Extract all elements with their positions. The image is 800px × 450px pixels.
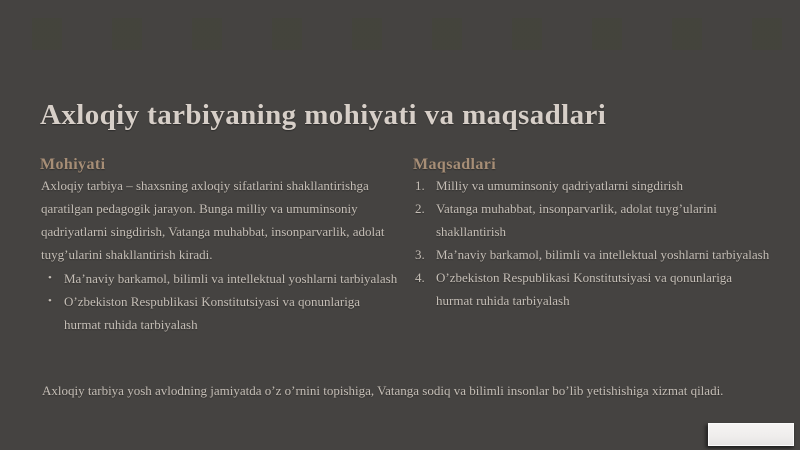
right-column — [413, 174, 771, 312]
right-numbered-list — [413, 174, 771, 312]
bullet-item — [41, 267, 399, 290]
item-number: 4. — [415, 270, 425, 285]
item-number: 2. — [415, 201, 425, 216]
corner-box — [708, 423, 794, 446]
numbered-item — [413, 197, 771, 243]
background-pattern — [32, 18, 800, 50]
left-bullet-list — [41, 267, 399, 336]
numbered-item-text: Vatanga muhabbat, insonparvarlik, adolat tuyg’ularini shakllantirish — [436, 201, 717, 239]
slide-title: Axloqiy tarbiyaning mohiyati va maqsadlari — [40, 99, 607, 132]
left-column-heading: Mohiyati — [40, 156, 106, 174]
bullet-item — [41, 290, 399, 336]
bullet-item-text: O’zbekiston Respublikasi Konstitutsiyasi va qonunlariga hurmat ruhida tarbiyalash — [64, 294, 361, 332]
bullet-item-text: Ma’naviy barkamol, bilimli va intellektual yoshlarni tarbiyalash — [64, 271, 398, 286]
numbered-item-text: Milliy va umuminsoniy qadriyatlarni singdirish — [436, 178, 683, 193]
footer-text: Axloqiy tarbiya yosh avlodning jamiyatda o’z o’rnini topishiga, Vatanga sodiq va bilimli insonlar bo’lib yetishishiga xizmat qiladi. — [42, 383, 724, 398]
numbered-item-text: Ma’naviy barkamol, bilimli va intellektual yoshlarni tarbiyalash — [436, 247, 770, 262]
numbered-item — [413, 266, 771, 312]
numbered-item-text: O’zbekiston Respublikasi Konstitutsiyasi va qonunlariga hurmat ruhida tarbiyalash — [436, 270, 733, 308]
item-number: 3. — [415, 247, 425, 262]
right-column-heading: Maqsadlari — [413, 156, 497, 174]
bullet-marker-icon: • — [48, 295, 52, 307]
left-column-paragraph: Axloqiy tarbiya – shaxsning axloqiy sifatlarini shakllantirishga qaratilgan pedagogik jarayon. Bunga milliy va umuminsoniy qadriyatlarni singdirish, Vatanga muhabbat, insonparvarlik, adolat tuyg’ularini shakllantirish kiradi. — [41, 178, 385, 262]
item-number: 1. — [415, 178, 425, 193]
left-column — [41, 174, 399, 336]
bullet-marker-icon: • — [48, 272, 52, 284]
numbered-item — [413, 174, 771, 197]
numbered-item — [413, 243, 771, 266]
